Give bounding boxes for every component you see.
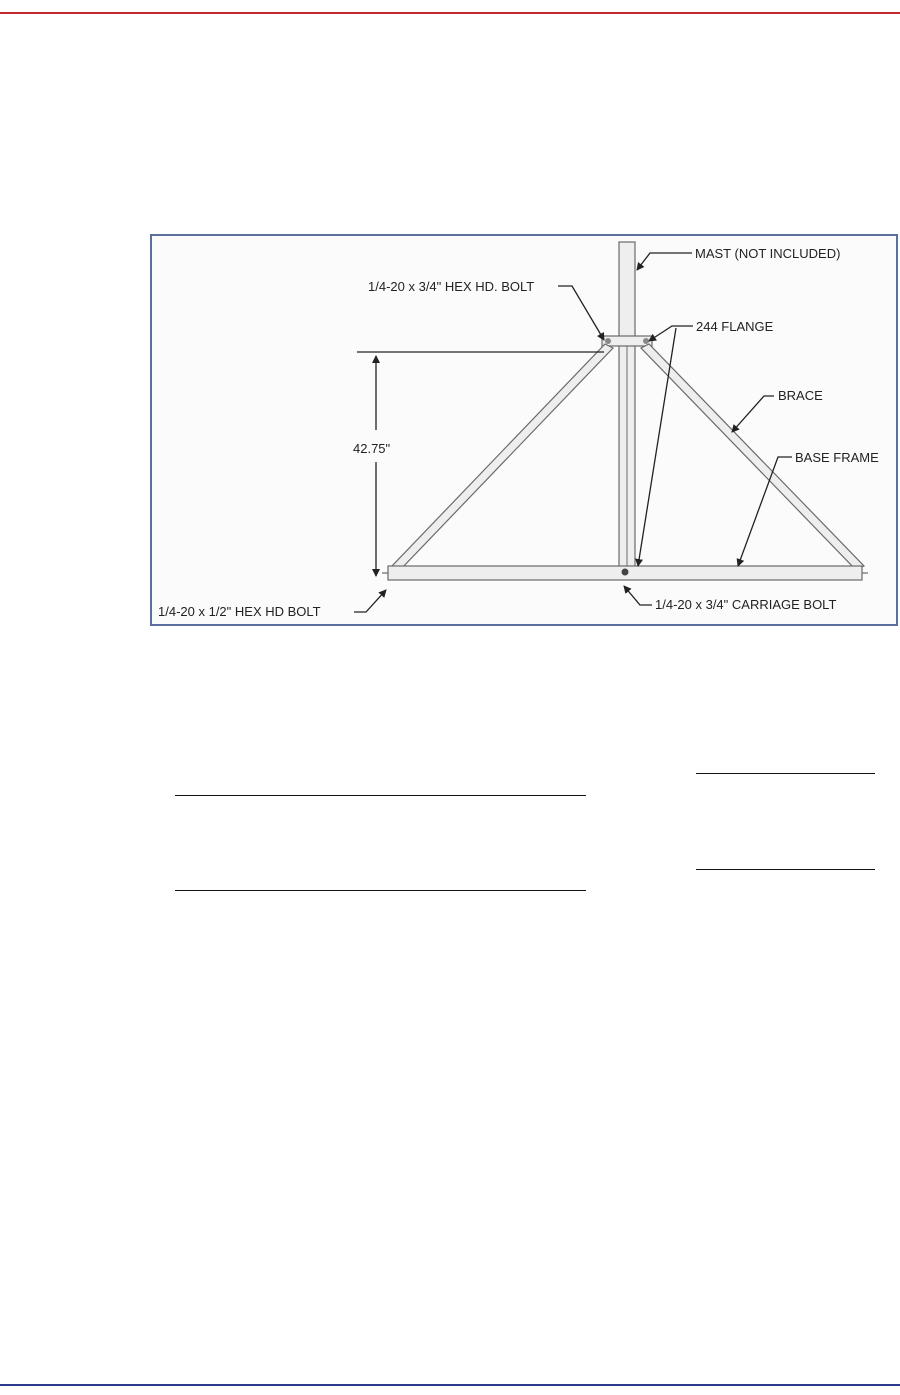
leader-mast <box>637 253 692 270</box>
left-brace <box>392 344 613 570</box>
blank-line-right-2 <box>696 869 875 870</box>
blank-line-left-1 <box>175 795 586 796</box>
leader-brace <box>732 396 774 432</box>
label-height: 42.75" <box>353 441 391 456</box>
label-brace: BRACE <box>778 388 823 403</box>
blank-line-right-1 <box>696 773 875 774</box>
blank-line-left-2 <box>175 890 586 891</box>
carriage-bolt <box>622 569 629 576</box>
footer-rule <box>0 1384 900 1386</box>
label-base-frame: BASE FRAME <box>795 450 879 465</box>
leader-flange-a <box>649 326 693 341</box>
label-hex-bolt-bottom: 1/4-20 x 1/2" HEX HD BOLT <box>158 604 321 619</box>
label-flange: 244 FLANGE <box>696 319 774 334</box>
label-carriage-bolt: 1/4-20 x 3/4" CARRIAGE BOLT <box>655 597 837 612</box>
leader-hex-bolt-bottom <box>354 590 386 612</box>
label-mast: MAST (NOT INCLUDED) <box>695 246 841 261</box>
header-rule <box>0 12 900 14</box>
label-hex-bolt-top: 1/4-20 x 3/4" HEX HD. BOLT <box>368 279 535 294</box>
assembly-diagram <box>150 234 898 626</box>
leader-carriage-bolt <box>624 586 652 605</box>
assembly-drawing <box>152 236 898 626</box>
leader-hex-bolt-top <box>558 286 604 340</box>
